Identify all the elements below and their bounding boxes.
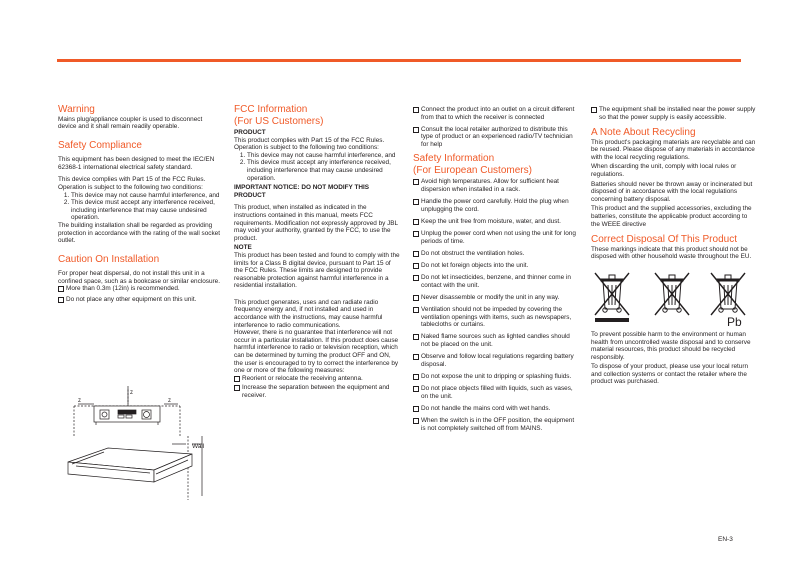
safety-info-item: Do not place objects filled with liquids, such as vases, on the unit. <box>413 385 580 400</box>
recycling-heading: A Note About Recycling <box>591 127 696 139</box>
fcc-conditions-list <box>234 152 400 182</box>
checkbox-icon <box>413 275 419 281</box>
safety-condition-2: 2. This device must accept any interference received, including interference that may cause undesired operation. <box>71 199 220 222</box>
safety-info-item: Observe and follow local regulations regarding battery disposal. <box>413 353 580 368</box>
safety-info-item: Ventilation should not be impeded by covering the ventilation openings with items, such as newspapers, tablecloths or curtains. <box>413 306 580 329</box>
installation-diagram <box>60 384 210 500</box>
safety-p3: The building installation shall be regarded as providing protection in accordance with the rating of the wall socket outlet. <box>58 221 220 245</box>
checkbox-icon <box>413 263 419 269</box>
caution-p1: For proper heat dispersal, do not install this unit in a confined space, such as a bookcase or similar enclosure. <box>58 270 220 285</box>
checkbox-icon <box>413 418 419 424</box>
bin-bar <box>595 318 629 322</box>
disposal-p3: To dispose of your product, please use your local return and collection systems or contact the retailer where the product was purchased. <box>591 363 749 386</box>
safety-info-item: Naked flame sources such as lighted candles should not be placed on the unit. <box>413 333 580 348</box>
safety-condition-1: 1. This device may not cause harmful interference, and <box>71 192 220 200</box>
caution-item-2: Do not place any other equipment on this unit. <box>58 296 220 304</box>
checkbox-icon <box>413 295 419 301</box>
notice-text: This product, when installed as indicated in the instructions contained in this manual, meets FCC requirements. Modification not expressly approved by JBL may void your authority, granted by the FCC, to use the product. <box>234 204 398 242</box>
fcc-condition-1: 1. This device may not cause harmful interference, and <box>247 152 400 160</box>
caution-heading: Caution On Installation <box>58 253 160 265</box>
column-1 <box>58 104 220 307</box>
safety-info-item: Avoid high temperatures. Allow for sufficient heat dispersion when installed in a rack. <box>413 178 580 193</box>
safety-info-item: Do not handle the mains cord with wet hands. <box>413 405 580 413</box>
crossed-bin-icon <box>711 273 745 315</box>
safety-info-item: Do not let foreign objects into the unit. <box>413 262 580 270</box>
caution-item-1: More than 0.3m (12in) is recommended. <box>58 285 220 293</box>
checkbox-icon <box>413 334 419 340</box>
checkbox-icon <box>413 179 419 185</box>
checkbox-icon <box>234 385 240 391</box>
safety-info-item: Do not expose the unit to dripping or splashing fluids. <box>413 373 580 381</box>
recycling-p4: This product and the supplied accessories, excluding the batteries, constitute the applicable product according to the WEEE directive <box>591 205 752 228</box>
checkbox-icon <box>234 376 240 382</box>
recycling-p3: Batteries should never be thrown away or incinerated but disposed of in accordance with the local regulations concerning battery disposal. <box>591 180 753 203</box>
clearance-label-left: z <box>78 398 81 404</box>
checkbox-icon <box>413 386 419 392</box>
disposal-p1: These markings indicate that this product should not be disposed with other household waste throughout the EU. <box>591 245 752 261</box>
clearance-label-right: z <box>168 398 171 404</box>
pb-label: Pb <box>727 314 742 327</box>
note-text: This product has been tested and found to comply with the limits for a Class B digital device, pursuant to Part 15 of the FCC Rules. These limits are designed to provide reasonable protection against harmful interference in a residential installation. <box>234 251 400 290</box>
recycling-p2: When discarding the unit, comply with local rules or regulations. <box>591 163 737 179</box>
warning-heading: Warning <box>58 104 95 115</box>
product-text: This product complies with Part 15 of the FCC Rules. Operation is subject to the following two conditions: <box>234 136 385 152</box>
fcc-heading: FCC Information (For US Customers) <box>234 104 324 127</box>
note-heading: NOTE <box>234 244 252 252</box>
checkbox-icon <box>413 107 419 113</box>
top-accent-bar <box>57 59 741 62</box>
fcc-para-1: This product generates, uses and can radiate radio frequency energy and, if not installed and used in accordance with the instructions, may cause harmful interference to radio communications. <box>234 298 383 329</box>
checkbox-icon <box>591 107 597 113</box>
safety-p1: This equipment has been designed to meet the IEC/EN 62368-1 international electrical safety standard. <box>58 156 215 171</box>
safety-compliance-heading: Safety Compliance <box>58 139 142 151</box>
checkbox-icon <box>58 297 64 303</box>
safety-info-item: Do not let insecticides, benzene, and thinner come in contact with the unit. <box>413 274 580 289</box>
safety-info-heading: Safety Information (For European Customers) <box>413 153 532 176</box>
checkbox-icon <box>58 286 64 292</box>
recycling-p1: This product's packaging materials are recyclable and can be reused. Please dispose of any materials in accordance with the local recycling regulations. <box>591 138 756 161</box>
safety-p2: This device complies with Part 15 of the FCC Rules. Operation is subject to the following two conditions: <box>58 176 206 191</box>
checkbox-icon <box>413 199 419 205</box>
safety-info-item: Unplug the power cord when not using the unit for long periods of time. <box>413 230 580 245</box>
weee-symbols <box>591 269 757 327</box>
checkbox-icon <box>413 251 419 257</box>
fcc-para-2: However, there is no guarantee that interference will not occur in a particular installation. If this product does cause harmful interference to radio or television reception, which can be determined by turning the product OFF and ON, the user is encouraged to try to correct the interference by one or more of the following measures: <box>234 329 399 375</box>
wall-label: Wall <box>192 443 205 450</box>
checkbox-icon <box>413 374 419 380</box>
safety-info-list <box>413 178 580 432</box>
install-near-power-item: The equipment shall be installed near the power supply so that the power supply is easily accessible. <box>591 106 757 121</box>
safety-conditions-list <box>58 192 220 222</box>
product-heading: PRODUCT <box>234 129 266 136</box>
safety-info-item: When the switch is in the OFF position, the equipment is not completely switched off from MAINS. <box>413 417 580 432</box>
clearance-label-top: z <box>130 390 133 396</box>
crossed-bin-icon <box>655 273 689 315</box>
checkbox-icon <box>413 127 419 133</box>
fcc-condition-2: 2. This device must accept any interference received, including interference that may cause undesired operation. <box>247 159 400 182</box>
checkbox-icon <box>413 219 419 225</box>
safety-info-item: Do not obstruct the ventilation holes. <box>413 250 580 258</box>
column-4 <box>591 106 757 386</box>
checkbox-icon <box>413 406 419 412</box>
safety-info-item: Never disassemble or modify the unit in any way. <box>413 294 580 302</box>
checkbox-icon <box>413 231 419 237</box>
checkbox-icon <box>413 307 419 313</box>
disposal-heading: Correct Disposal Of This Product <box>591 234 737 246</box>
crossed-bin-icon <box>595 273 629 315</box>
column-2 <box>234 104 400 403</box>
warning-text: Mains plug/appliance coupler is used to disconnect device and it shall remain readily operable. <box>58 115 203 131</box>
fcc-measure-2: Increase the separation between the equipment and receiver. <box>234 384 400 399</box>
safety-info-item: Keep the unit free from moisture, water, and dust. <box>413 218 580 226</box>
disposal-p2: To prevent possible harm to the environment or human health from uncontrolled waste disposal and to conserve material resources, this product should be recycled responsibly. <box>591 330 751 361</box>
safety-info-item: Handle the power cord carefully. Hold the plug when unplugging the cord. <box>413 198 580 213</box>
fcc-measure-4: Consult the local retailer authorized to distribute this type of product or an experienced radio/TV technician for help <box>413 126 580 149</box>
fcc-measure-1: Reorient or relocate the receiving antenna. <box>234 375 400 383</box>
column-3 <box>413 106 580 437</box>
page-number: EN-3 <box>718 536 733 543</box>
fcc-measure-3: Connect the product into an outlet on a circuit different from that to which the receiver is connected <box>413 106 580 121</box>
notice-heading: IMPORTANT NOTICE: DO NOT MODIFY THIS PRODUCT <box>234 184 370 199</box>
checkbox-icon <box>413 354 419 360</box>
